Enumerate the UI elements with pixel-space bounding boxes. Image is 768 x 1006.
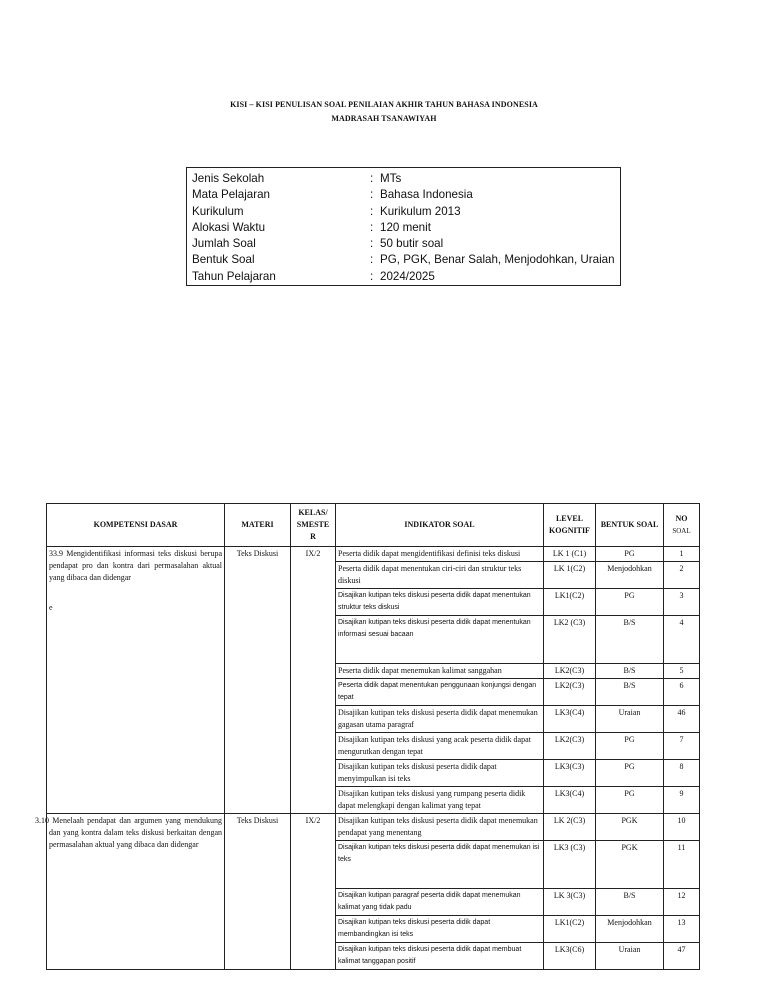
- info-label: Jenis Sekolah: [192, 172, 265, 185]
- indikator-cell: Peserta didik dapat menentukan ciri-ciri dan struktur teks diskusi: [336, 562, 544, 589]
- document-subtitle: MADRASAH TSANAWIYAH: [331, 114, 437, 123]
- info-label: Bentuk Soal: [192, 253, 255, 267]
- info-row: [192, 187, 620, 203]
- header-no-main: NO: [675, 514, 688, 523]
- level-cell: LK 2(C3): [544, 814, 596, 841]
- bentuk-cell: PGK: [596, 841, 664, 889]
- info-row: [192, 252, 620, 268]
- bentuk-cell: PG: [596, 733, 664, 760]
- indikator-cell: Disajikan kutipan teks diskusi peserta didik dapat membuat kalimat tanggapan positif: [336, 943, 544, 970]
- materi-cell: Teks Diskusi: [225, 814, 291, 970]
- indikator-cell: Peserta didik dapat menentukan penggunaan konjungsi dengan tepat: [336, 679, 544, 706]
- kompetensi-dasar-cell: [47, 547, 225, 814]
- indikator-cell: Disajikan kutipan teks diskusi peserta didik dapat menemukan isi teks: [336, 841, 544, 889]
- info-colon: :: [370, 253, 374, 267]
- no-soal-cell: 5: [664, 664, 700, 679]
- level-cell: LK2(C3): [544, 664, 596, 679]
- level-cell: LK3 (C3): [544, 841, 596, 889]
- level-cell: LK1(C2): [544, 916, 596, 943]
- header-kelas: KELAS/ SMESTE R: [291, 504, 336, 547]
- indikator-cell: Peserta didik dapat mengidentifikasi definisi teks diskusi: [336, 547, 544, 562]
- kompetensi-dasar-extra: e: [49, 603, 53, 612]
- no-soal-cell: 7: [664, 733, 700, 760]
- table-row: [47, 814, 700, 841]
- bentuk-cell: Menjodohkan: [596, 916, 664, 943]
- no-soal-cell: 13: [664, 916, 700, 943]
- info-value: 120 menit: [380, 220, 431, 234]
- level-cell: LK 3(C3): [544, 889, 596, 916]
- info-value: PG, PGK, Benar Salah, Menjodohkan, Uraian: [380, 253, 615, 267]
- bentuk-cell: Uraian: [596, 706, 664, 733]
- info-colon: :: [370, 188, 374, 202]
- bentuk-cell: PG: [596, 589, 664, 616]
- bentuk-cell: Uraian: [596, 943, 664, 970]
- document-title: KISI – KISI PENULISAN SOAL PENILAIAN AKHIR TAHUN BAHASA INDONESIA: [230, 100, 538, 109]
- level-cell: LK1(C2): [544, 589, 596, 616]
- kompetensi-dasar-text: 3.10 Menelaah pendapat dan argumen yang mendukung dan yang kontra dalam teks diskusi berkaitan dengan permasalahan aktual yang dibaca dan didengar: [35, 816, 222, 849]
- info-colon: :: [370, 204, 374, 218]
- header-kompetensi-dasar: KOMPETENSI DASAR: [47, 504, 225, 547]
- indikator-cell: Disajikan kutipan teks diskusi peserta didik dapat menemukan pendapat yang menentang: [336, 814, 544, 841]
- no-soal-cell: 4: [664, 616, 700, 664]
- kelas-cell: IX/2: [291, 814, 336, 970]
- info-label: Tahun Pelajaran: [192, 269, 276, 283]
- indikator-cell: Disajikan kutipan paragraf peserta didik dapat menemukan kalimat yang tidak padu: [336, 889, 544, 916]
- info-colon: :: [370, 269, 374, 283]
- info-value: 2024/2025: [380, 269, 435, 283]
- info-value: Kurikulum 2013: [380, 204, 461, 218]
- indikator-cell: Disajikan kutipan teks diskusi yang rumpang peserta didik dapat melengkapi dengan kalimat yang tepat: [336, 787, 544, 814]
- info-value: Bahasa Indonesia: [380, 188, 473, 202]
- table-row: [47, 547, 700, 562]
- info-row: [192, 204, 620, 220]
- no-soal-cell: 9: [664, 787, 700, 814]
- kelas-cell: IX/2: [291, 547, 336, 814]
- no-soal-cell: 11: [664, 841, 700, 889]
- no-soal-cell: 6: [664, 679, 700, 706]
- kompetensi-dasar-cell: [35, 814, 225, 970]
- no-soal-cell: 1: [664, 547, 700, 562]
- level-cell: LK2 (C3): [544, 616, 596, 664]
- indikator-cell: Disajikan kutipan teks diskusi yang acak peserta didik dapat mengurutkan dengan tepat: [336, 733, 544, 760]
- info-label: Kurikulum: [192, 204, 244, 218]
- info-colon: :: [370, 220, 374, 234]
- info-value: 50 butir soal: [380, 237, 444, 251]
- bentuk-cell: B/S: [596, 616, 664, 664]
- no-soal-cell: 2: [664, 562, 700, 589]
- no-soal-cell: 8: [664, 760, 700, 787]
- level-cell: LK3(C3): [544, 760, 596, 787]
- no-soal-cell: 46: [664, 706, 700, 733]
- header-no-sub: SOAL: [672, 527, 691, 535]
- indikator-cell: Disajikan kutipan teks diskusi peserta didik dapat membandingkan isi teks: [336, 916, 544, 943]
- header-bentuk: BENTUK SOAL: [596, 504, 664, 547]
- indikator-cell: Peserta didik dapat menemukan kalimat sanggahan: [336, 664, 544, 679]
- level-cell: LK3(C6): [544, 943, 596, 970]
- header-no: [664, 504, 700, 547]
- indikator-cell: Disajikan kutipan teks diskusi peserta didik dapat menentukan struktur teks diskusi: [336, 589, 544, 616]
- bentuk-cell: B/S: [596, 664, 664, 679]
- info-row: [192, 220, 620, 236]
- indikator-cell: Disajikan kutipan teks diskusi peserta didik dapat menemukan gagasan utama paragraf: [336, 706, 544, 733]
- materi-cell: Teks Diskusi: [225, 547, 291, 814]
- info-label: Jumlah Soal: [192, 237, 256, 251]
- kompetensi-dasar-text: 33.9 Mengidentifikasi informasi teks diskusi berupa pendapat pro dan kontra dari permasalahan aktual yang dibaca dan didengar: [49, 549, 222, 582]
- level-cell: LK2(C3): [544, 679, 596, 706]
- level-cell: LK3(C4): [544, 706, 596, 733]
- header-level: LEVEL KOGNITIF: [544, 504, 596, 547]
- bentuk-cell: PGK: [596, 814, 664, 841]
- info-box: [186, 167, 621, 286]
- indikator-cell: Disajikan kutipan teks diskusi peserta didik dapat menyimpulkan isi teks: [336, 760, 544, 787]
- no-soal-cell: 10: [664, 814, 700, 841]
- info-colon: :: [370, 172, 374, 185]
- indikator-cell: Disajikan kutipan teks diskusi peserta didik dapat menentukan informasi sesuai bacaan: [336, 616, 544, 664]
- bentuk-cell: PG: [596, 760, 664, 787]
- header-indikator: INDIKATOR SOAL: [336, 504, 544, 547]
- kisi-table: [35, 503, 700, 970]
- info-value: MTs: [380, 172, 402, 185]
- table-header-row: [47, 504, 700, 547]
- info-row: [192, 236, 620, 252]
- info-label: Alokasi Waktu: [192, 220, 266, 234]
- info-label: Mata Pelajaran: [192, 188, 270, 202]
- level-cell: LK 1(C2): [544, 562, 596, 589]
- info-colon: :: [370, 237, 374, 251]
- no-soal-cell: 47: [664, 943, 700, 970]
- header-materi: MATERI: [225, 504, 291, 547]
- level-cell: LK2(C3): [544, 733, 596, 760]
- level-cell: LK3(C4): [544, 787, 596, 814]
- bentuk-cell: Menjodohkan: [596, 562, 664, 589]
- no-soal-cell: 12: [664, 889, 700, 916]
- info-row: [192, 269, 620, 285]
- level-cell: LK 1 (C1): [544, 547, 596, 562]
- no-soal-cell: 3: [664, 589, 700, 616]
- bentuk-cell: PG: [596, 547, 664, 562]
- bentuk-cell: B/S: [596, 679, 664, 706]
- info-row: [192, 171, 620, 187]
- bentuk-cell: PG: [596, 787, 664, 814]
- bentuk-cell: B/S: [596, 889, 664, 916]
